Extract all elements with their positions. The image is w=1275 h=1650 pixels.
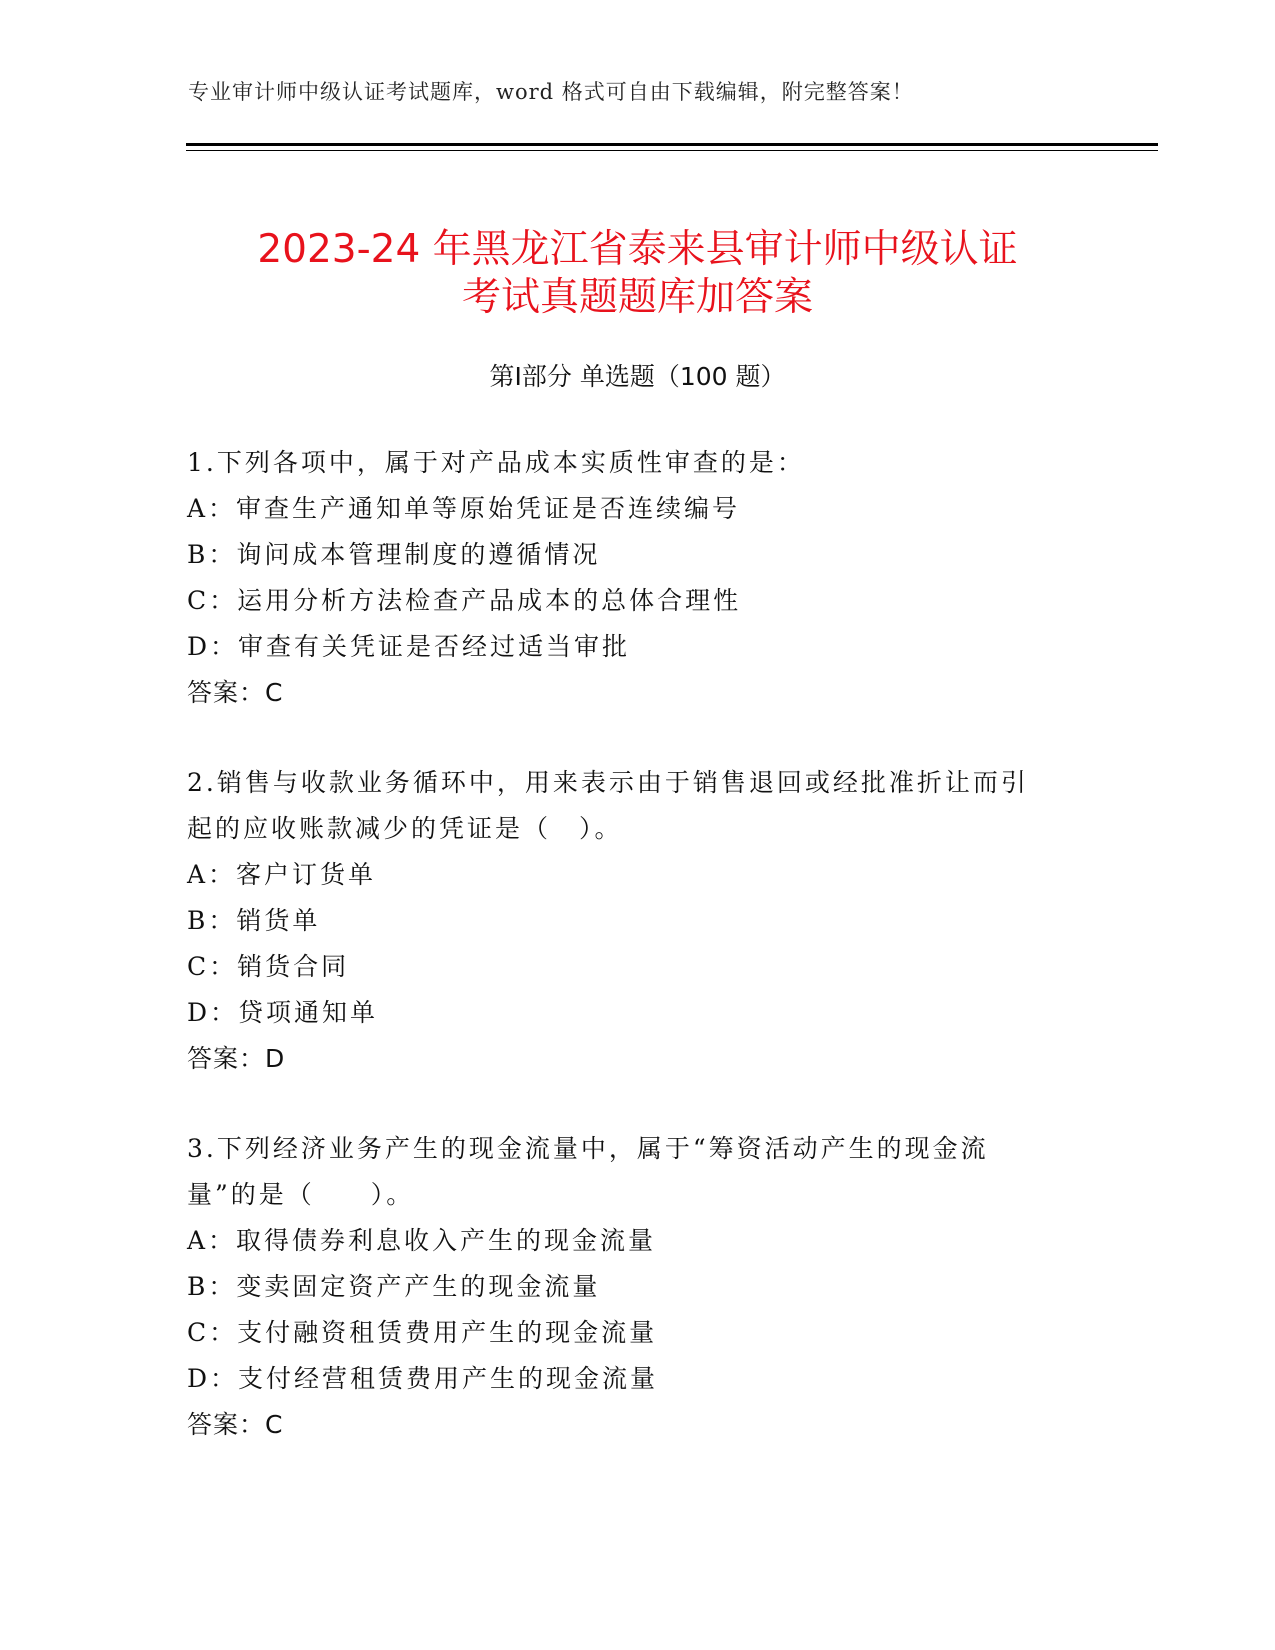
header-note: 专业审计师中级认证考试题库，word 格式可自由下载编辑，附完整答案！: [188, 80, 914, 104]
question-stem: 2.销售与收款业务循环中，用来表示由于销售退回或经批准折让而引起的应收账款减少的凭证是（ ）。: [187, 768, 1029, 843]
answer: 答案：D: [187, 1044, 286, 1073]
option-a: A：取得债券利息收入产生的现金流量: [187, 1226, 657, 1255]
option-d: D：贷项通知单: [187, 998, 379, 1027]
question-3: [187, 1126, 1067, 1448]
option-a: A：审查生产通知单等原始凭证是否连续编号: [187, 494, 741, 523]
document-title-line-1: 2023-24 年黑龙江省泰来县审计师中级认证: [257, 227, 1018, 273]
header-rule-thick: [186, 143, 1158, 146]
option-d: D：审查有关凭证是否经过适当审批: [187, 632, 631, 661]
document-title-line-2: 考试真题题库加答案: [461, 275, 813, 321]
option-b: B：询问成本管理制度的遵循情况: [187, 540, 601, 569]
option-c: C：销货合同: [187, 952, 350, 981]
question-list: [187, 440, 1067, 1492]
option-a: A：客户订货单: [187, 860, 377, 889]
option-d: D：支付经营租赁费用产生的现金流量: [187, 1364, 659, 1393]
option-c: C：运用分析方法检查产品成本的总体合理性: [187, 586, 742, 615]
option-b: B：变卖固定资产产生的现金流量: [187, 1272, 601, 1301]
option-c: C：支付融资租赁费用产生的现金流量: [187, 1318, 658, 1347]
question-stem: 3.下列经济业务产生的现金流量中，属于“筹资活动产生的现金流量”的是（ ）。: [187, 1134, 989, 1209]
document-title: [0, 226, 1275, 322]
answer: 答案：C: [187, 678, 284, 707]
header-rule-thin: [186, 150, 1158, 151]
question-1: [187, 440, 1067, 716]
question-stem: 1.下列各项中，属于对产品成本实质性审查的是：: [187, 448, 805, 477]
question-2: [187, 760, 1067, 1082]
option-b: B：销货单: [187, 906, 321, 935]
answer: 答案：C: [187, 1410, 284, 1439]
section-heading: 第Ⅰ部分 单选题（100 题）: [489, 362, 786, 391]
